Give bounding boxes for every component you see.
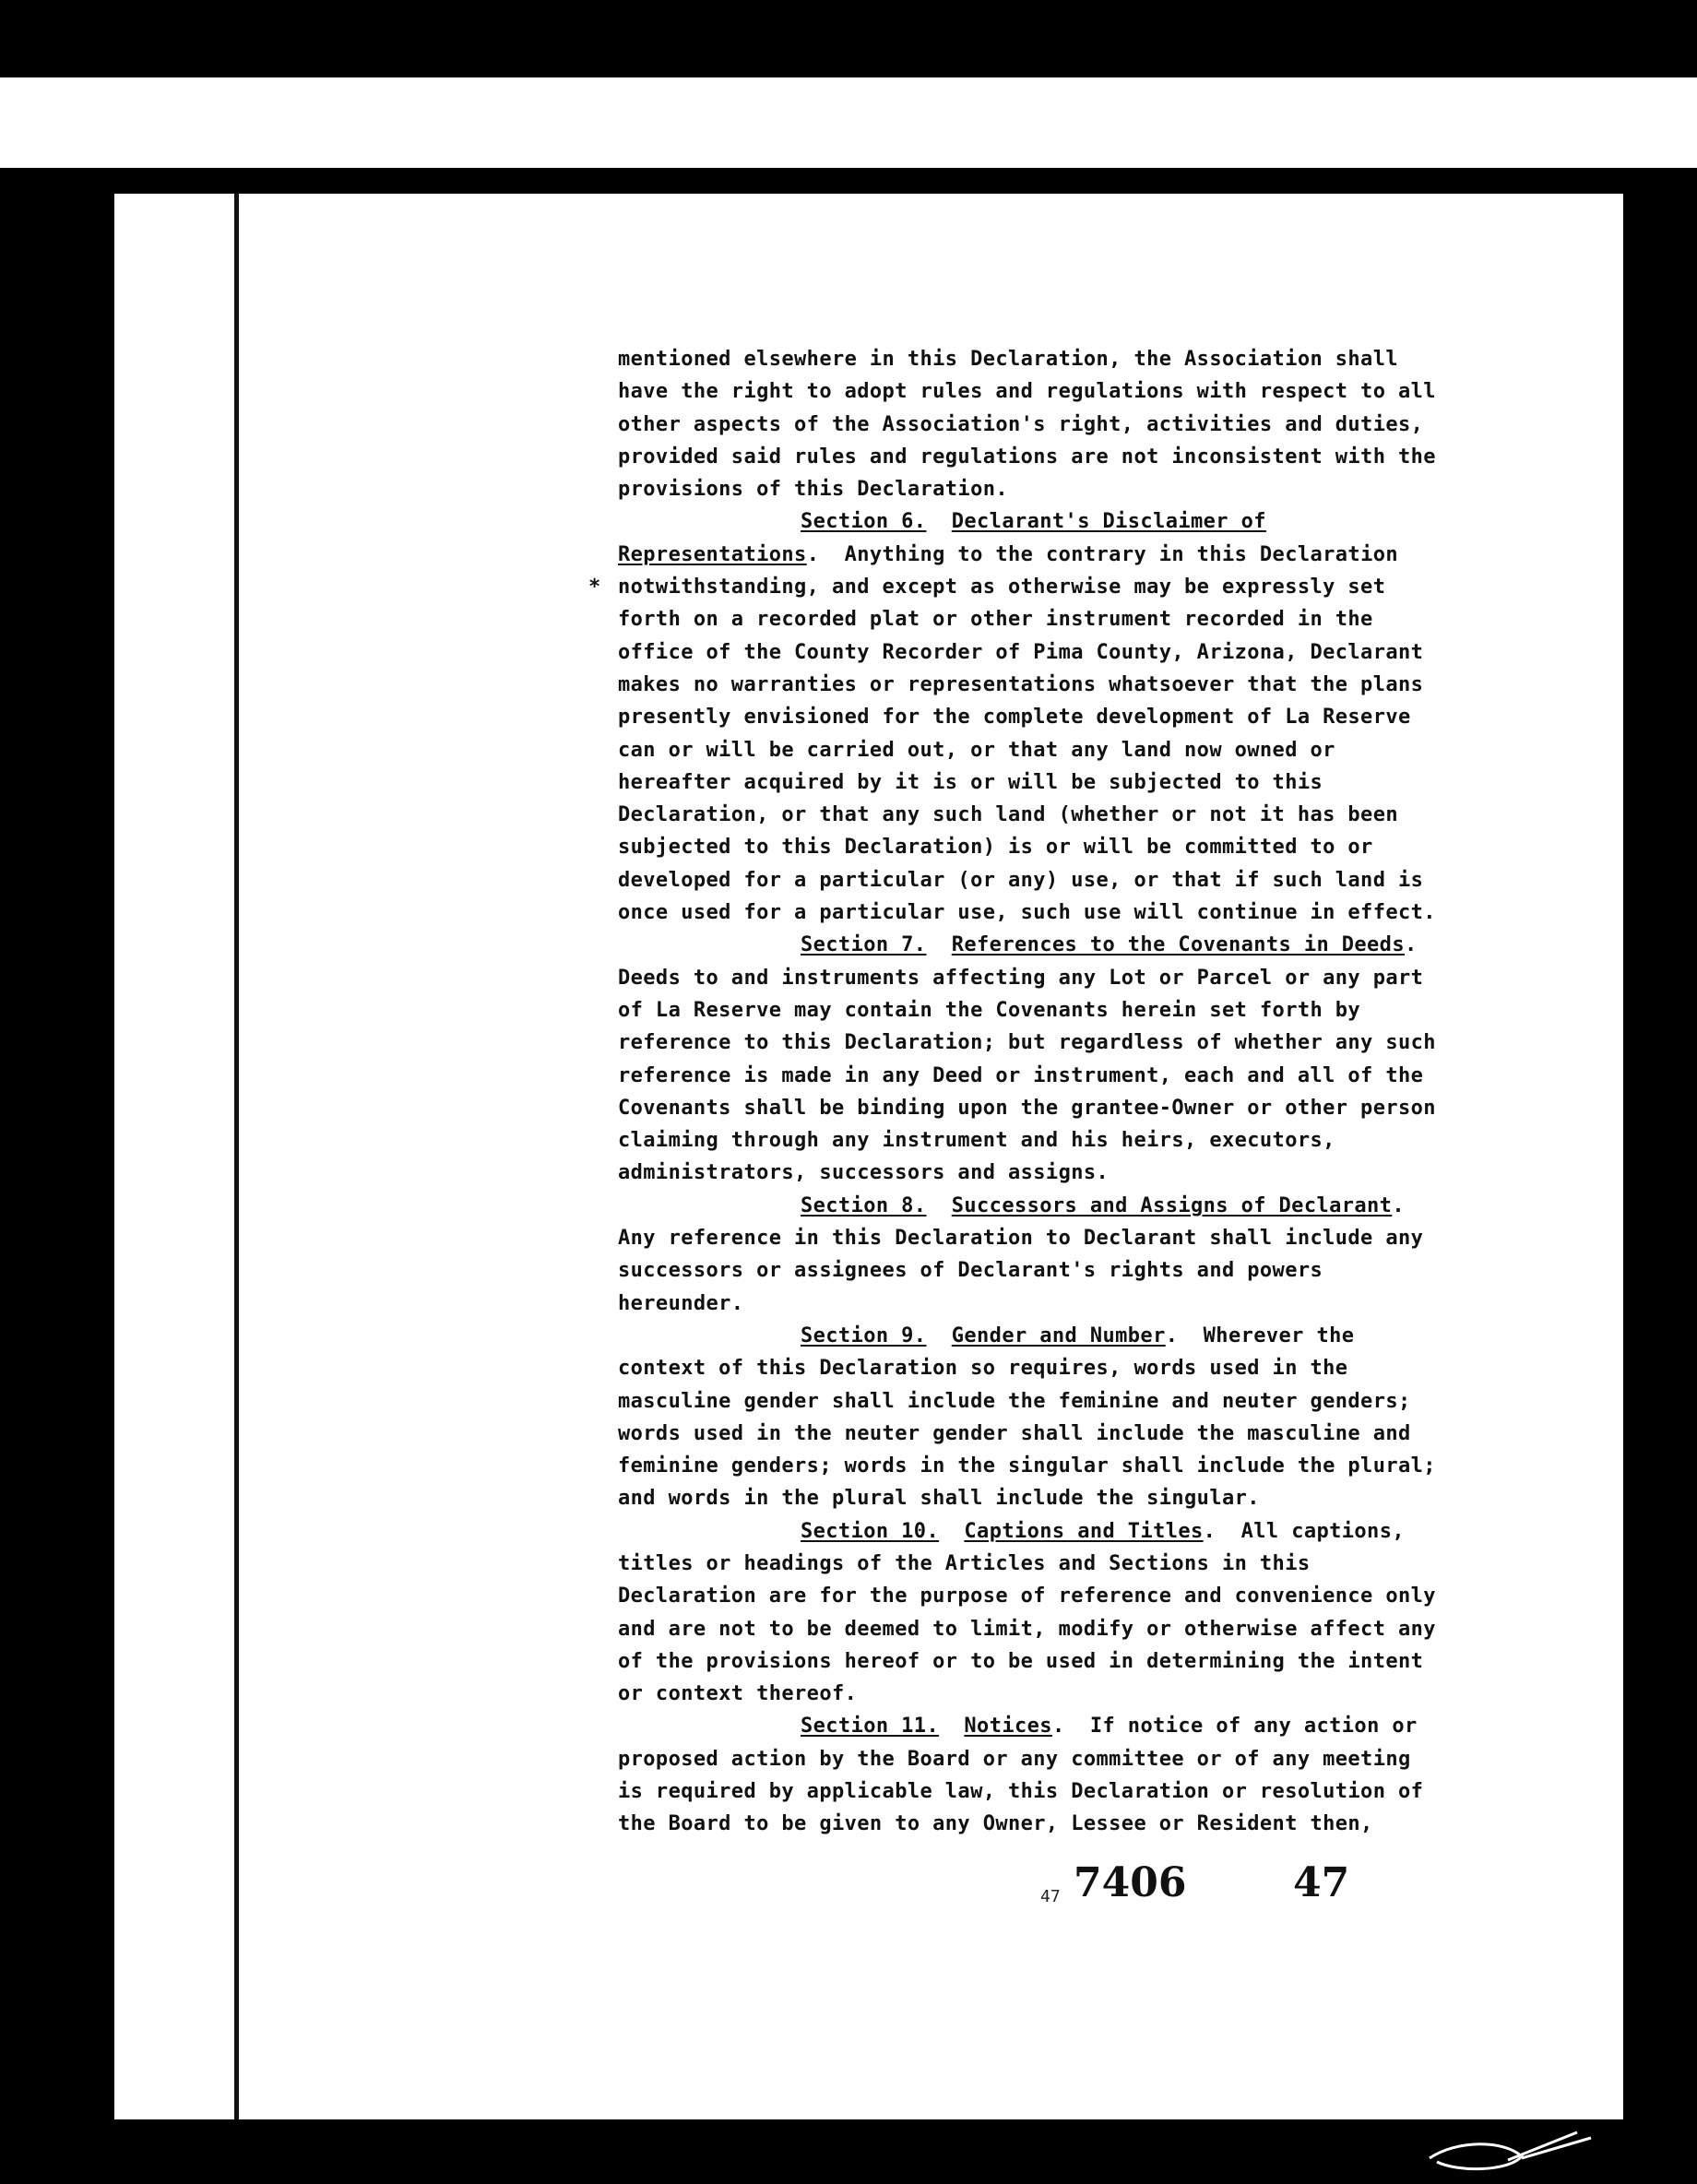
text-line bbox=[618, 1157, 1559, 1189]
text-line bbox=[618, 343, 1559, 375]
line-text: words used in the neuter gender shall include the masculine and bbox=[618, 1421, 1411, 1445]
line-text: notwithstanding, and except as otherwise may be expressly set bbox=[618, 576, 1386, 599]
section-title: Representations bbox=[618, 542, 807, 566]
line-text: and words in the plural shall include the singular. bbox=[618, 1487, 1260, 1511]
scan-top-rule bbox=[0, 168, 1697, 172]
footer-small-number: 47 bbox=[1040, 1887, 1061, 1906]
line-text: . Wherever the bbox=[1165, 1323, 1355, 1347]
line-text: . If notice of any action or bbox=[1051, 1715, 1418, 1739]
line-text: . Anything to the contrary in this Declaration bbox=[806, 542, 1399, 566]
section-title: Notices bbox=[964, 1715, 1052, 1739]
text-line bbox=[618, 441, 1559, 473]
line-text: office of the County Recorder of Pima County, Arizona, Declarant bbox=[618, 640, 1424, 664]
text-line bbox=[618, 1710, 1559, 1742]
section-number: Section 7. bbox=[801, 933, 927, 957]
text-line bbox=[618, 1190, 1559, 1222]
text-line bbox=[618, 1418, 1559, 1450]
text-line bbox=[618, 1548, 1559, 1580]
line-text: mentioned elsewhere in this Declaration, the Association shall bbox=[618, 348, 1398, 371]
text-line bbox=[618, 864, 1559, 896]
section-number: Section 9. bbox=[801, 1323, 927, 1347]
binding-margin-line bbox=[234, 194, 239, 2119]
line-text: once used for a particular use, such use will continue in effect. bbox=[618, 901, 1436, 925]
line-text: hereunder. bbox=[618, 1291, 744, 1315]
section-number: Section 11. bbox=[801, 1715, 940, 1739]
line-text: administrators, successors and assigns. bbox=[618, 1161, 1110, 1185]
text-line bbox=[618, 1808, 1559, 1840]
line-text: . All captions, bbox=[1203, 1519, 1405, 1543]
text-line bbox=[618, 1027, 1559, 1059]
scan-top-border bbox=[0, 0, 1697, 77]
section-number: Section 8. bbox=[801, 1193, 927, 1217]
page-footer bbox=[114, 1854, 1623, 1928]
margin-asterisk-icon: * bbox=[588, 576, 601, 599]
line-text: masculine gender shall include the feminine and neuter genders; bbox=[618, 1389, 1411, 1413]
text-line bbox=[618, 1385, 1559, 1418]
line-text: Covenants shall be binding upon the grantee-Owner or other person bbox=[618, 1096, 1436, 1120]
line-text: other aspects of the Association's right, activities and duties, bbox=[618, 412, 1424, 436]
text-line bbox=[588, 571, 1559, 603]
text-line bbox=[618, 1222, 1559, 1254]
line-text: claiming through any instrument and his heirs, executors, bbox=[618, 1129, 1335, 1153]
footer-docket-number: 7406 bbox=[1074, 1859, 1187, 1906]
text-line bbox=[618, 831, 1559, 863]
handwritten-mark bbox=[1420, 2121, 1596, 2177]
text-line bbox=[618, 1320, 1559, 1352]
line-text: presently envisioned for the complete development of La Reserve bbox=[618, 706, 1411, 730]
line-text: hereafter acquired by it is or will be subjected to this bbox=[618, 770, 1323, 794]
section-title: Captions and Titles bbox=[964, 1519, 1204, 1543]
document-page bbox=[114, 194, 1623, 2119]
text-line bbox=[618, 734, 1559, 766]
text-line bbox=[618, 701, 1559, 733]
text-line bbox=[618, 896, 1559, 929]
line-text: provided said rules and regulations are not inconsistent with the bbox=[618, 445, 1436, 469]
line-text: makes no warranties or representations whatsoever that the plans bbox=[618, 672, 1424, 696]
section-number: Section 6. bbox=[801, 510, 927, 534]
text-line bbox=[618, 669, 1559, 701]
text-line bbox=[618, 799, 1559, 831]
text-line bbox=[618, 1613, 1559, 1645]
line-text: . bbox=[1404, 933, 1418, 957]
text-line bbox=[618, 636, 1559, 669]
text-line bbox=[618, 1515, 1559, 1548]
text-line bbox=[618, 1352, 1559, 1384]
section-title: Gender and Number bbox=[951, 1323, 1166, 1347]
text-line bbox=[618, 539, 1559, 571]
line-text: reference is made in any Deed or instrument, each and all of the bbox=[618, 1063, 1424, 1087]
text-line bbox=[618, 409, 1559, 441]
text-line bbox=[618, 1092, 1559, 1124]
text-line bbox=[618, 929, 1559, 961]
section-title: Declarant's Disclaimer of bbox=[951, 510, 1266, 534]
text-line bbox=[618, 1482, 1559, 1514]
section-number: Section 10. bbox=[801, 1519, 940, 1543]
line-text: developed for a particular (or any) use, or that if such land is bbox=[618, 868, 1424, 892]
text-line bbox=[618, 1254, 1559, 1287]
line-text: Declaration are for the purpose of reference and convenience only bbox=[618, 1585, 1436, 1608]
line-text: can or will be carried out, or that any land now owned or bbox=[618, 738, 1335, 762]
text-line bbox=[618, 1580, 1559, 1612]
text-line bbox=[618, 1645, 1559, 1678]
text-line bbox=[618, 766, 1559, 799]
line-text: provisions of this Declaration. bbox=[618, 478, 1008, 502]
line-text: feminine genders; words in the singular shall include the plural; bbox=[618, 1454, 1436, 1478]
line-text: subjected to this Declaration) is or will be committed to or bbox=[618, 836, 1373, 860]
text-line bbox=[618, 1450, 1559, 1482]
text-line bbox=[618, 1124, 1559, 1157]
line-text: titles or headings of the Articles and Sections in this bbox=[618, 1551, 1311, 1575]
line-text: the Board to be given to any Owner, Lessee or Resident then, bbox=[618, 1812, 1373, 1836]
text-line bbox=[618, 473, 1559, 505]
section-title: Successors and Assigns of Declarant bbox=[951, 1193, 1393, 1217]
text-line bbox=[618, 1060, 1559, 1092]
line-text: forth on a recorded plat or other instrument recorded in the bbox=[618, 608, 1373, 632]
text-line bbox=[618, 994, 1559, 1027]
line-text: have the right to adopt rules and regulations with respect to all bbox=[618, 380, 1436, 404]
section-title: References to the Covenants in Deeds bbox=[951, 933, 1405, 957]
line-text: successors or assignees of Declarant's rights and powers bbox=[618, 1259, 1323, 1283]
line-text: Declaration, or that any such land (whether or not it has been bbox=[618, 803, 1398, 827]
line-text: context of this Declaration so requires, words used in the bbox=[618, 1357, 1348, 1381]
line-text: proposed action by the Board or any committee or of any meeting bbox=[618, 1747, 1411, 1771]
document-body bbox=[588, 343, 1559, 1841]
line-text: of La Reserve may contain the Covenants herein set forth by bbox=[618, 998, 1361, 1022]
line-text: reference to this Declaration; but regardless of whether any such bbox=[618, 1031, 1436, 1055]
text-line bbox=[618, 505, 1559, 538]
text-line bbox=[618, 603, 1559, 635]
line-text: Any reference in this Declaration to Declarant shall include any bbox=[618, 1227, 1424, 1251]
line-text: Deeds to and instruments affecting any Lot or Parcel or any part bbox=[618, 966, 1424, 990]
text-line bbox=[618, 962, 1559, 994]
line-text: of the provisions hereof or to be used in determining the intent bbox=[618, 1649, 1424, 1673]
text-line bbox=[618, 375, 1559, 408]
line-text: and are not to be deemed to limit, modify or otherwise affect any bbox=[618, 1617, 1436, 1641]
text-line bbox=[618, 1775, 1559, 1808]
text-line bbox=[618, 1678, 1559, 1710]
line-text: is required by applicable law, this Declaration or resolution of bbox=[618, 1780, 1424, 1804]
line-text: . bbox=[1392, 1193, 1405, 1217]
scan-top-strip bbox=[0, 77, 1697, 168]
line-text: or context thereof. bbox=[618, 1682, 858, 1706]
text-line bbox=[618, 1743, 1559, 1775]
text-line bbox=[618, 1288, 1559, 1320]
footer-page-number: 47 bbox=[1293, 1859, 1350, 1906]
